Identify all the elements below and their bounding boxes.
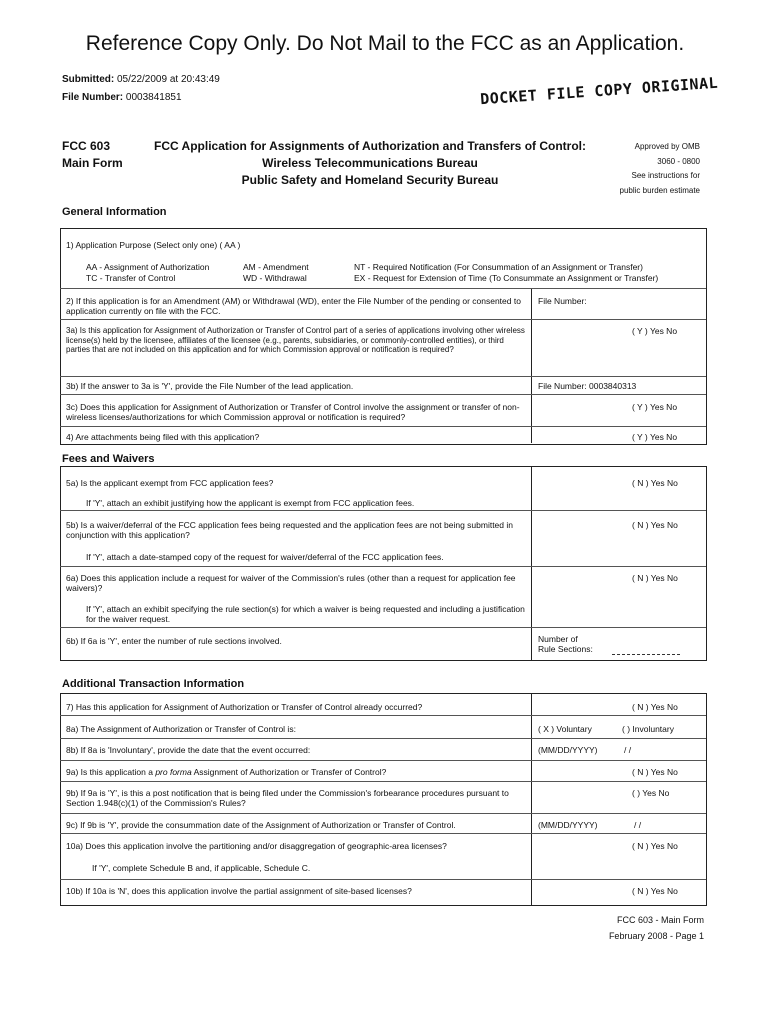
page-footer [609,912,704,944]
title-line-2: Wireless Telecommunications Bureau [262,156,478,170]
q10b-answer: ( N ) Yes No [632,886,678,896]
row-divider [60,813,706,814]
question-6b: 6b) If 6a is 'Y', enter the number of rule sections involved. [66,636,282,646]
omb-line-1: Approved by OMB [634,142,700,151]
q3b-answer: File Number: 0003840313 [538,381,637,391]
answer-column-divider [531,466,532,660]
question-7: 7) Has this application for Assignment of Authorization or Transfer of Control already occurred? [66,702,423,712]
file-number-line [62,92,182,103]
q3c-answer: ( Y ) Yes No [632,402,678,412]
omb-approval [590,140,700,198]
footer-form-name: FCC 603 - Main Form [616,915,704,925]
file-number-value: 0003841851 [125,92,182,103]
q3a-answer: ( Y ) Yes No [632,326,678,336]
q5a-note: If 'Y', attach an exhibit justifying how the applicant is exempt from FCC application fees. [86,498,415,508]
row-divider [60,376,706,377]
omb-line-4: public burden estimate [619,185,700,195]
question-9b: 9b) If 9a is 'Y', is this a post notification that is being filed under the Commission's forbearance procedures pursuant to Section 1.948(c)(1) of the Commission's Rules? [66,788,509,808]
row-divider [60,879,706,880]
docket-stamp: DOCKET FILE COPY ORIGINAL [479,73,719,109]
question-10b: 10b) If 10a is 'N', does this application involve the partial assignment of site-based licenses? [66,886,412,896]
row-divider [60,738,706,739]
row-divider [60,288,706,289]
row-divider [60,426,706,427]
submitted-value: 05/22/2009 at 20:43:49 [117,74,220,85]
rule-sections-blank [612,654,680,655]
question-5b: 5b) Is a waiver/deferral of the FCC application fees being requested and the application fees are not being submitted in conjunction with this application? [66,520,513,540]
question-9c: 9c) If 9b is 'Y', provide the consummation date of the Assignment of Authorization or Transfer of Control. [66,820,456,830]
q5b-note: If 'Y', attach a date-stamped copy of the request for waiver/deferral of the FCC application fees. [86,552,444,562]
answer-column-divider [531,288,532,443]
row-divider [60,715,706,716]
general-information-heading: General Information [62,206,167,218]
row-divider [60,566,706,567]
reference-copy-banner: Reference Copy Only. Do Not Mail to the FCC as an Application. [85,32,685,55]
q8a-involuntary: ( ) Involuntary [622,724,674,734]
code-wd: WD - Withdrawal [243,273,307,283]
question-1: 1) Application Purpose (Select only one) ( AA ) [66,240,241,250]
code-ex: EX - Request for Extension of Time (To Consummate an Assignment or Transfer) [354,273,659,283]
question-5a: 5a) Is the applicant exempt from FCC application fees? [66,478,274,488]
q6b-answer-line-2: Rule Sections: [538,644,593,654]
question-4: 4) Are attachments being filed with this application? [66,432,260,442]
code-nt: NT - Required Notification (For Consummation of an Assignment or Transfer) [354,262,643,272]
q6a-note: If 'Y', attach an exhibit specifying the rule section(s) for which a waiver is being requested and including a justification for the waiver request. [86,604,525,624]
question-3a: 3a) Is this application for Assignment of Authorization or Transfer of Control part of a series of applications involving other wireless license(s) held by the licensee, affiliates of the licensee (e.g., parents, subsidiaries, or commonly-controlled entities), or third parties that are not included on this application and for which Commission approval or notification is required? [66,326,525,354]
fees-heading: Fees and Waivers [62,453,155,465]
row-divider [60,510,706,511]
title-line-1: FCC Application for Assignments of Authorization and Transfers of Control: [154,139,586,153]
form-number: FCC 603 [62,139,111,153]
q9a-pro-forma: pro forma [155,767,192,777]
q8b-date-format: (MM/DD/YYYY) [538,745,598,755]
footer-page-number: February 2008 - Page 1 [608,931,704,941]
question-10a: 10a) Does this application involve the partitioning and/or disaggregation of geographic-area licenses? [66,841,447,851]
q10a-answer: ( N ) Yes No [632,841,678,851]
q8b-date-slashes: / / [624,745,632,755]
fees-box [60,466,707,661]
code-am: AM - Amendment [243,262,309,272]
question-8a: 8a) The Assignment of Authorization or Transfer of Control is: [66,724,296,734]
row-divider [60,760,706,761]
form-subtitle: Main Form [62,156,123,170]
q9a-text-end: Assignment of Authorization or Transfer of Control? [191,767,387,777]
row-divider [60,781,706,782]
q9c-date-format: (MM/DD/YYYY) [538,820,598,830]
form-title [140,138,600,189]
q8a-voluntary: ( X ) Voluntary [538,724,592,734]
submitted-line [62,74,220,85]
row-divider [60,394,706,395]
question-8b: 8b) If 8a is 'Involuntary', provide the date that the event occurred: [66,745,311,755]
code-tc: TC - Transfer of Control [86,273,176,283]
form-id [62,138,123,172]
q9b-answer: ( ) Yes No [632,788,670,798]
question-9a [66,767,526,777]
q4-answer: ( Y ) Yes No [632,432,678,442]
additional-heading: Additional Transaction Information [62,678,245,690]
question-6a: 6a) Does this application include a request for waiver of the Commission's rules (other than a request for application fee waivers)? [66,573,516,593]
q2-file-number-label: File Number: [538,296,587,306]
q6a-answer: ( N ) Yes No [632,573,678,583]
q6b-answer-line-1: Number of [538,634,578,644]
q5b-answer: ( N ) Yes No [632,520,678,530]
title-line-3: Public Safety and Homeland Security Bureau [241,173,499,187]
submitted-label: Submitted: [62,74,115,85]
q9c-date-slashes: / / [634,820,642,830]
answer-column-divider [531,693,532,905]
omb-line-2: 3060 - 0800 [657,156,700,166]
question-2: 2) If this application is for an Amendment (AM) or Withdrawal (WD), enter the File Number of the pending or consented to application currently on file with the FCC. [66,296,521,316]
row-divider [60,833,706,834]
q9a-text-start: 9a) Is this application a [66,767,156,777]
question-3b: 3b) If the answer to 3a is 'Y', provide the File Number of the lead application. [66,381,354,391]
q10a-note: If 'Y', complete Schedule B and, if applicable, Schedule C. [92,863,311,873]
omb-line-3: See instructions for [631,171,700,180]
row-divider [60,627,706,628]
row-divider [60,319,706,320]
q5a-answer: ( N ) Yes No [632,478,678,488]
q9a-answer: ( N ) Yes No [632,767,678,777]
file-number-label: File Number: [62,92,124,103]
q7-answer: ( N ) Yes No [632,702,678,712]
question-3c: 3c) Does this application for Assignment of Authorization or Transfer of Control involve the assignment or transfer of non-wireless licenses/authorizations for which Commission approval or notification is required? [66,402,520,422]
code-aa: AA - Assignment of Authorization [86,262,210,272]
